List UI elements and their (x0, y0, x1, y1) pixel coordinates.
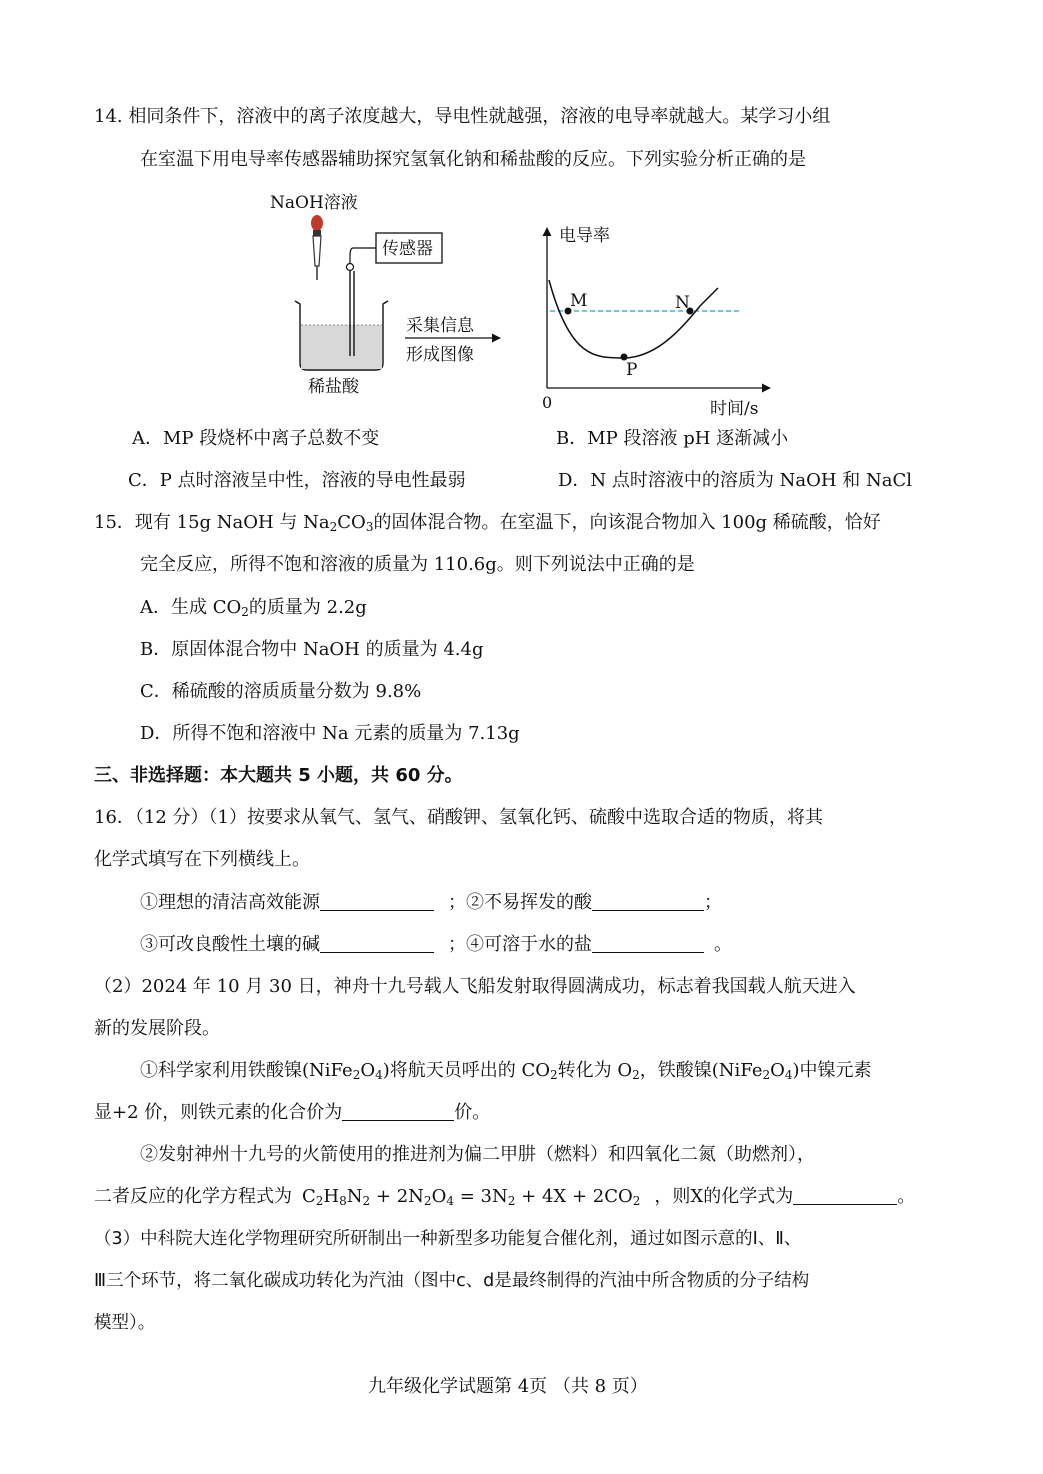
answer-blank-2[interactable] (592, 890, 704, 911)
beaker-label: 稀盐酸 (308, 377, 359, 397)
q15-line-2: 完全反应，所得不饱和溶液的质量为 110.6g。则下列说法中正确的是 (140, 554, 695, 575)
q14-figure (250, 188, 790, 420)
q16-line-2: 化学式填写在下列横线上。 (94, 849, 310, 870)
q16-part3-line-1: （3）中科院大连化学物理研究所研制出一种新型多功能复合催化剂，通过如图示意的Ⅰ、Ⅱ、 (94, 1229, 802, 1249)
q16-part2-item1-line2: 显+2 价，则铁元素的化合价为 价。 (94, 1102, 491, 1123)
q16-part2-line-2: 新的发展阶段。 (94, 1018, 220, 1039)
q16-part2-line-1: （2）2024 年 10 月 30 日，神舟十九号载人飞船发射取得圆满成功，标志着我国载人航天进入 (94, 976, 856, 997)
answer-blank-4[interactable] (592, 932, 704, 953)
dropper-icon (311, 215, 323, 280)
chemical-equation: $C_2H_8N_2 + 2N_2O_4 = 3N_2 + 4X + 2CO_2$ (302, 1186, 641, 1208)
answer-blank-1[interactable] (320, 890, 434, 911)
point-p-label: P (626, 360, 638, 380)
q16-line-1: 16．（12 分）（1）按要求从氧气、氢气、硝酸钾、氢氧化钙、硫酸中选取合适的物质，将其 (94, 807, 823, 828)
origin-label: 0 (542, 393, 553, 412)
sensor-wire (350, 248, 376, 264)
q16-fill-row-1: ①理想的清洁高效能源 ；②不易挥发的酸 ； (140, 892, 722, 913)
q16-part2-item1-line1: ①科学家利用铁酸镍$(NiFe_2O_4)$将航天员呼出的 $CO_2$转化为 $O_2$，铁酸镍$(NiFe_2O_4)$中镍元素 (140, 1060, 872, 1082)
y-axis-label: 电导率 (559, 226, 610, 246)
q15-option-a: A．生成 $CO_2$的质量为 2.2g (140, 597, 367, 619)
q14-line-1: 14. 相同条件下，溶液中的离子浓度越大，导电性就越强，溶液的电导率就越大。某学习小组 (94, 106, 831, 127)
q14-option-d: D．N 点时溶液中的溶质为 NaOH 和 NaCl (558, 470, 913, 491)
point-n-label: N (675, 293, 690, 313)
point-m-label: M (570, 291, 588, 311)
q15-option-d: D．所得不饱和溶液中 Na 元素的质量为 7.13g (140, 723, 520, 744)
beaker-icon (295, 271, 388, 370)
answer-blank-6[interactable] (793, 1184, 897, 1205)
q15-line-1: 15．现有 15g NaOH 与 $Na_2CO_3$的固体混合物。在室温下，向该混合物加入 100g 稀硫酸，恰好 (94, 512, 881, 534)
q16-fill-row-2: ③可改良酸性土壤的碱 ；④可溶于水的盐 。 (140, 934, 732, 955)
x-axis-label: 时间/s (710, 399, 759, 419)
arrow-label-1: 采集信息 (406, 316, 474, 336)
arrow-label-2: 形成图像 (406, 345, 474, 365)
dropper-label: NaOH溶液 (270, 193, 358, 213)
q14-option-a: A．MP 段烧杯中离子总数不变 (132, 428, 380, 449)
answer-blank-5[interactable] (342, 1100, 454, 1121)
page-footer: 九年级化学试题第 4页 （共 8 页） (368, 1376, 648, 1397)
sensor-label: 传感器 (382, 239, 433, 259)
q14-option-b: B．MP 段溶液 pH 逐渐减小 (556, 428, 789, 449)
q16-part2-item2-line2: 二者反应的化学方程式为 $C_2H_8N_2 + 2N_2O_4 = 3N_2 + 4X + 2CO_2$ ，则X的化学式为 。 (94, 1186, 916, 1208)
answer-blank-3[interactable] (320, 932, 434, 953)
q14-line-2: 在室温下用电导率传感器辅助探究氢氧化钠和稀盐酸的反应。下列实验分析正确的是 (140, 149, 806, 170)
q16-part3-line-3: 模型）。 (94, 1313, 156, 1333)
q15-option-c: C．稀硫酸的溶质质量分数为 9.8% (140, 681, 422, 702)
q16-part3-line-2: Ⅲ三个环节，将二氧化碳成功转化为汽油（图中c、d是最终制得的汽油中所含物质的分子结构 (94, 1271, 810, 1291)
q15-option-b: B．原固体混合物中 NaOH 的质量为 4.4g (140, 639, 484, 660)
section-3-title: 三、非选择题：本大题共 5 小题，共 60 分。 (94, 765, 463, 786)
q14-option-c: C．P 点时溶液呈中性，溶液的导电性最弱 (128, 470, 466, 491)
q16-part2-item2-line1: ②发射神州十九号的火箭使用的推进剂为偏二甲肼（燃料）和四氧化二氮（助燃剂）， (140, 1144, 815, 1165)
